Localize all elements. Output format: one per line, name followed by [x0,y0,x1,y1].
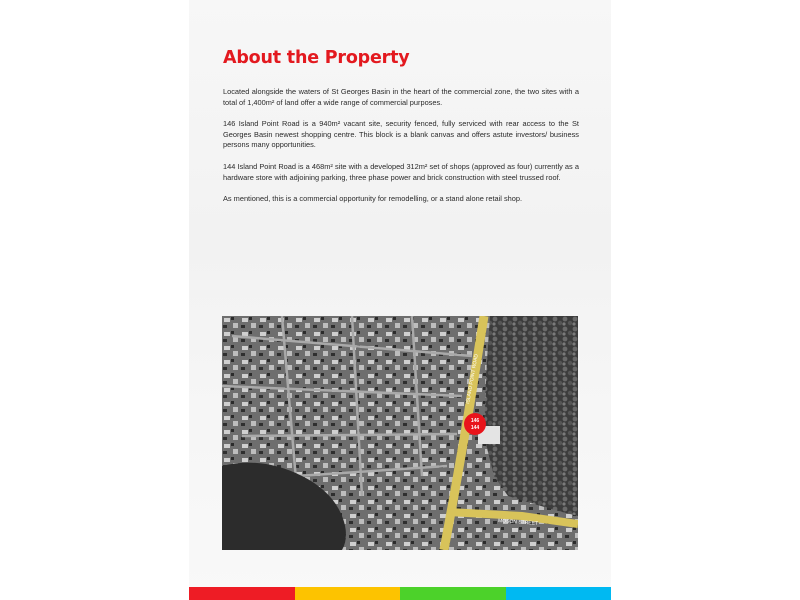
aerial-map [222,316,578,550]
property-marker [464,413,486,435]
stripe-blue [506,587,612,600]
paragraph-144: 144 Island Point Road is a 468m² site with a developed 312m² set of shops (approved as four) currently as a hardware store with adjoining parking, three phase power and brick construction with steel trussed roof. [223,161,579,182]
road-label-main: ISLAND POINT ROAD [465,353,480,405]
aerial-map-graphic [222,316,578,550]
paragraph-location: Located alongside the waters of St Georges Basin in the heart of the commercial zone, the two sites with a total of 1,400m² of land offer a wide range of commercial purposes. [223,87,579,107]
stripe-green [400,587,506,600]
paragraph-146: 146 Island Point Road is a 940m² vacant site, security fenced, fully serviced with rear access to the St Georges Basin newest shopping centre. This block is a blank canvas and offers astute investors/ business persons many opportunities. [223,119,579,150]
stripe-yellow [295,587,401,600]
stripe-red [189,587,295,600]
paragraph-summary: As mentioned, this is a commercial opportunity for remodelling, or a stand alone retail shop. [223,194,523,204]
brochure-page [189,0,611,600]
marker-label-146: 146 [470,418,480,424]
property-description [223,87,579,216]
marker-label-144: 144 [470,425,480,431]
color-stripe-bar [189,587,611,600]
road-label-cross: MOSON STREET [497,518,539,527]
page-title: About the Property [223,48,410,68]
